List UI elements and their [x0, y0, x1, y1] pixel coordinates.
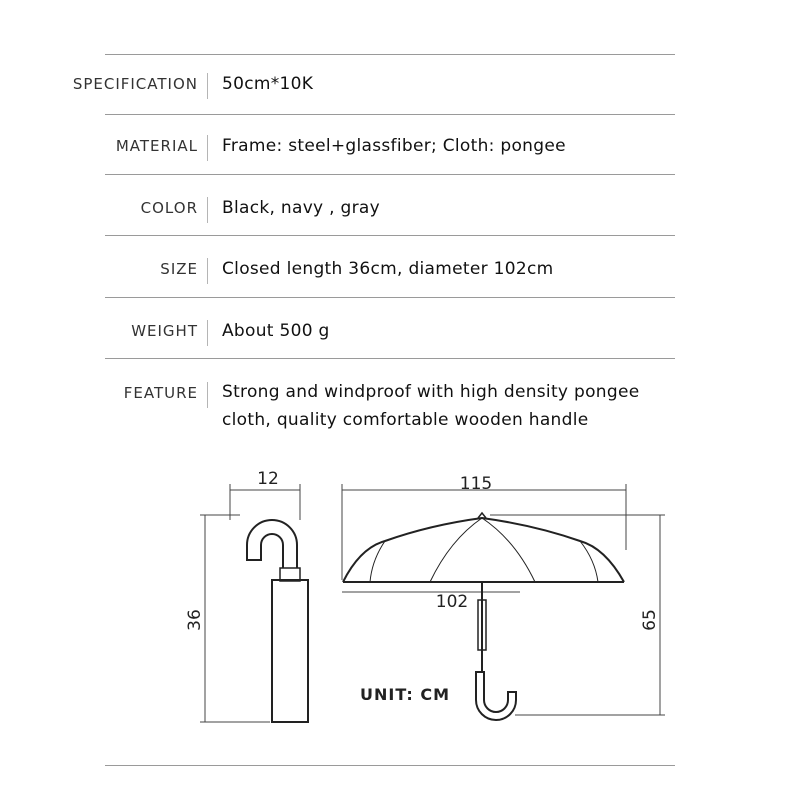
handle-width-label: 12 [257, 469, 279, 489]
canopy-diameter-label: 102 [435, 592, 469, 612]
spec-label: FEATURE [123, 384, 198, 402]
spec-value: About 500 g [222, 321, 330, 341]
spec-label: SPECIFICATION [72, 75, 198, 93]
spec-label: COLOR [140, 199, 198, 217]
spec-value: Closed length 36cm, diameter 102cm [222, 259, 554, 279]
spec-label: MATERIAL [115, 137, 198, 155]
spec-label: WEIGHT [131, 322, 198, 340]
closed-umbrella-icon [247, 520, 308, 722]
closed-length-label: 36 [185, 609, 205, 631]
spec-value: Strong and windproof with high density pongee cloth, quality comfortable wooden handle [222, 382, 640, 430]
open-height-label: 65 [640, 609, 660, 631]
spec-label: SIZE [160, 260, 198, 278]
unit-label: UNIT: CM [360, 685, 451, 704]
spec-value: Black, navy , gray [222, 198, 380, 218]
span-width-label: 115 [459, 474, 493, 494]
spec-value: 50cm*10K [222, 74, 314, 94]
spec-value: Frame: steel+glassfiber; Cloth: pongee [222, 136, 566, 156]
